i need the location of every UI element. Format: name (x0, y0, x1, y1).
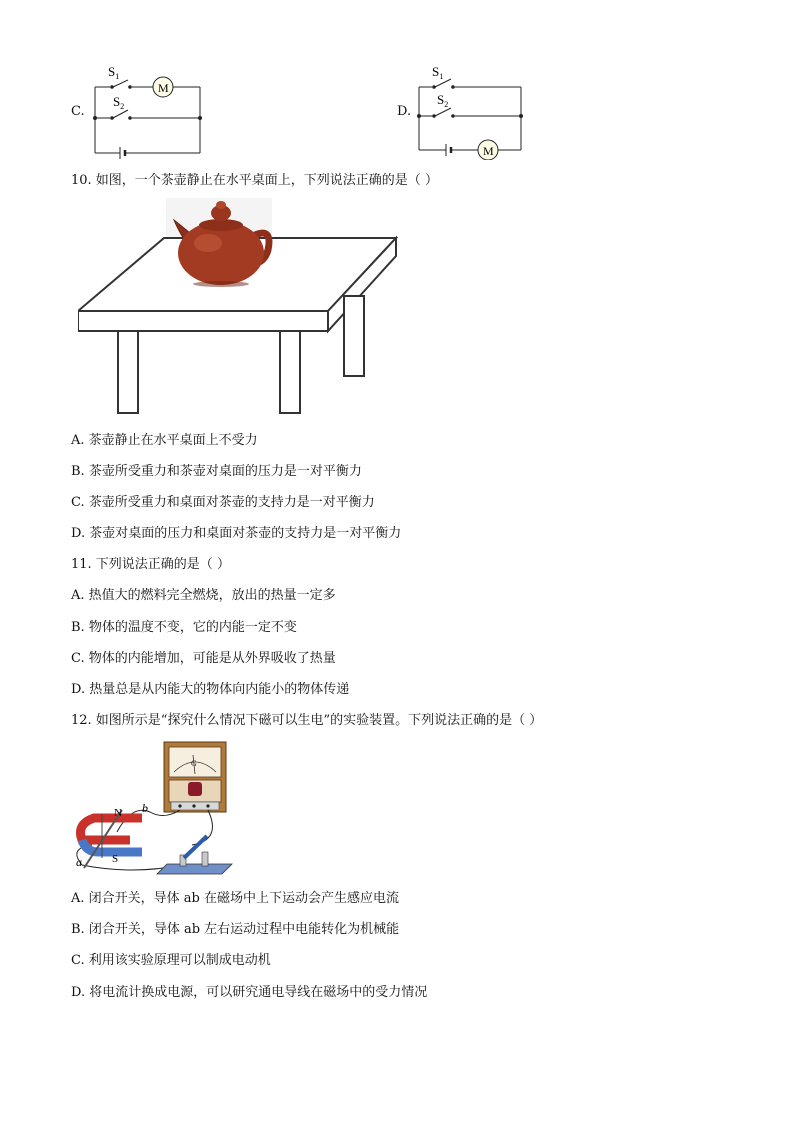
galvanometer-g-label: G (191, 759, 197, 768)
q10-option-c: C. 茶壶所受重力和桌面对茶壶的支持力是一对平衡力 (71, 495, 375, 510)
circuit-d-label: D. (397, 104, 412, 119)
q10-option-a: A. 茶壶静止在水平桌面上不受力 (71, 433, 258, 448)
conductor-b-label: b (142, 801, 148, 815)
motor-label: M (483, 144, 494, 158)
magnet-s-label: S (112, 853, 119, 865)
motor-label: M (158, 81, 169, 95)
teapot-table-figure (78, 198, 398, 416)
q12-option-c: C. 利用该实验原理可以制成电动机 (71, 953, 271, 968)
induction-experiment-figure (72, 740, 242, 880)
conductor-a-label: a (76, 855, 82, 869)
question-11-stem: 11. 下列说法正确的是（ ） (71, 557, 230, 572)
circuit-d-diagram (414, 60, 534, 160)
s1-label: $S_1$ (432, 64, 444, 81)
s1-label: $S_1$ (108, 64, 120, 81)
q10-option-b: B. 茶壶所受重力和茶壶对桌面的压力是一对平衡力 (71, 464, 362, 479)
circuit-c-diagram (90, 60, 210, 160)
question-10-stem: 10. 如图，一个茶壶静止在水平桌面上，下列说法正确的是（ ） (71, 173, 438, 188)
galvanometer-icon (164, 742, 226, 812)
q12-option-b: B. 闭合开关，导体 ab 左右运动过程中电能转化为机械能 (71, 922, 400, 937)
q10-option-d: D. 茶壶对桌面的压力和桌面对茶壶的支持力是一对平衡力 (71, 526, 402, 541)
circuit-c-label: C. (71, 104, 85, 119)
horseshoe-magnet-icon (81, 814, 143, 858)
s2-label: $S_2$ (113, 94, 125, 111)
q11-option-c: C. 物体的内能增加，可能是从外界吸收了热量 (71, 651, 336, 666)
s2-label: $S_2$ (437, 92, 449, 109)
switch-icon (157, 836, 232, 874)
q11-option-b: B. 物体的温度不变，它的内能一定不变 (71, 620, 297, 635)
question-12-stem: 12. 如图所示是“探究什么情况下磁可以生电”的实验装置。下列说法正确的是（ ） (71, 713, 543, 728)
q11-option-a: A. 热值大的燃料完全燃烧，放出的热量一定多 (71, 588, 336, 603)
magnet-n-label: N (114, 807, 122, 819)
q12-option-a: A. 闭合开关，导体 ab 在磁场中上下运动会产生感应电流 (71, 891, 399, 906)
q12-option-d: D. 将电流计换成电源，可以研究通电导线在磁场中的受力情况 (71, 985, 428, 1000)
q11-option-d: D. 热量总是从内能大的物体向内能小的物体传递 (71, 682, 350, 697)
